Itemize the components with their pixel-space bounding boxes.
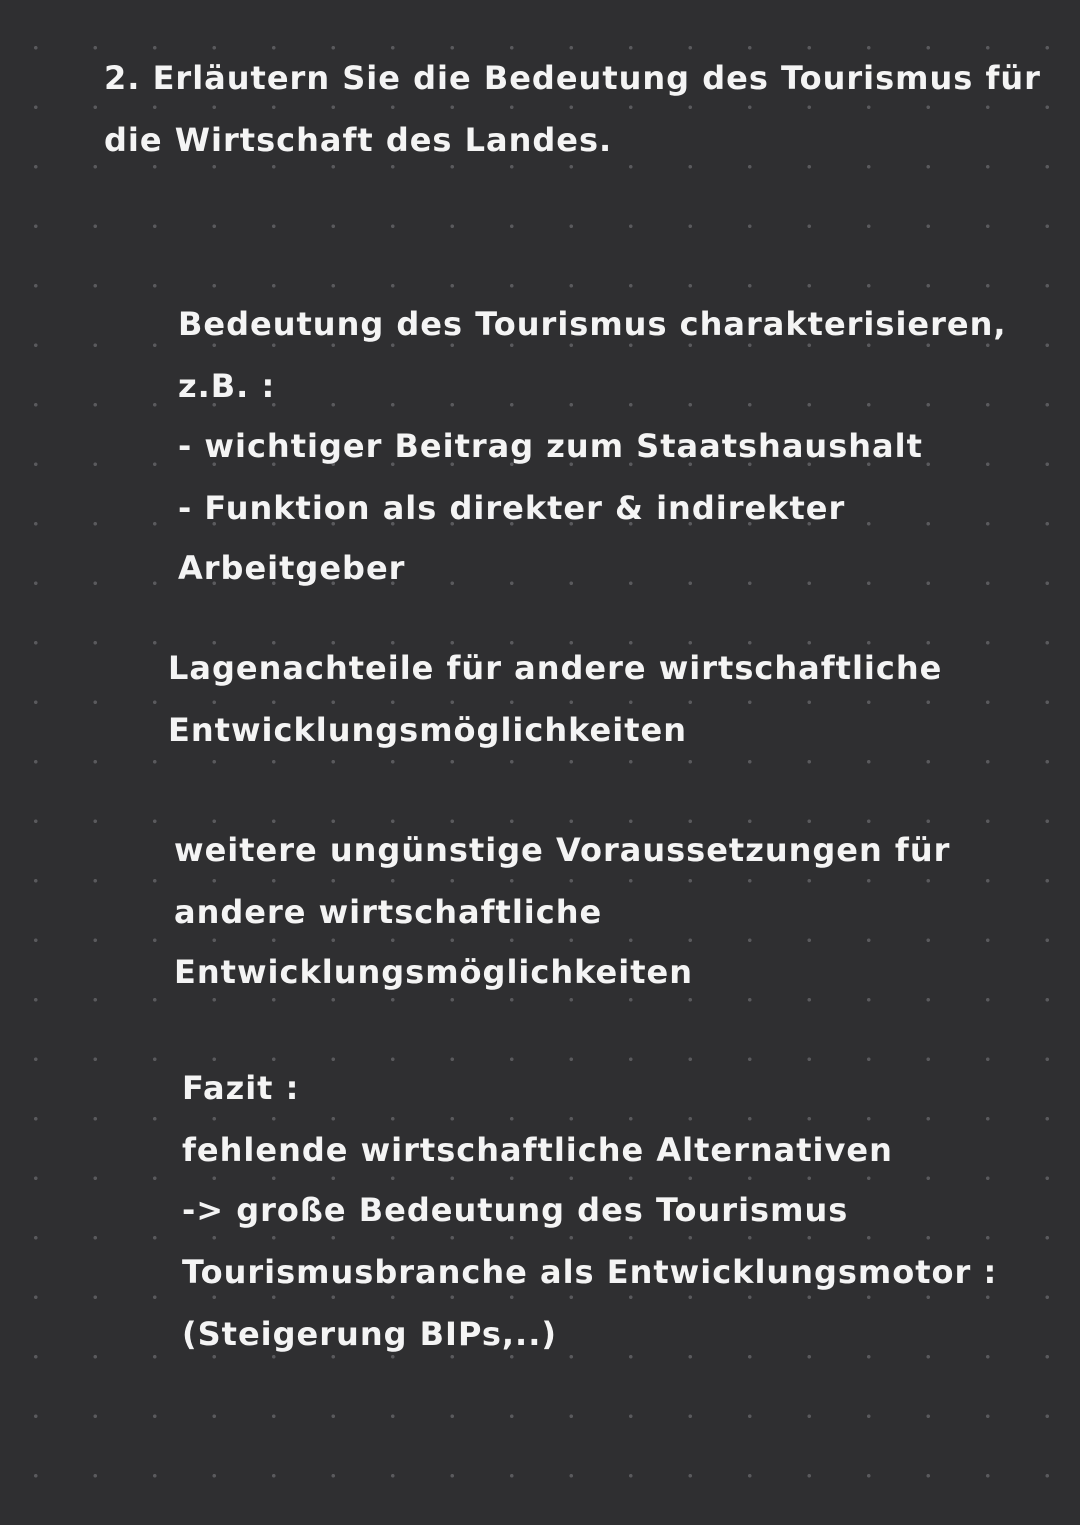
conclusion-line-4: (Steigerung BIPs,..) xyxy=(182,1315,557,1353)
bullet-employer: - Funktion als direkter & indirekter xyxy=(178,489,846,527)
importance-heading: Bedeutung des Tourismus charakterisieren, xyxy=(178,305,1007,343)
conclusion-line-3: Tourismusbranche als Entwicklungsmotor : xyxy=(182,1253,998,1291)
unfavorable-conditions-line-2: andere wirtschaftliche xyxy=(174,893,603,931)
conclusion-line-2: -> große Bedeutung des Tourismus xyxy=(182,1191,849,1229)
bullet-employer-cont: Arbeitgeber xyxy=(178,549,406,587)
question-line-1: 2. Erläutern Sie die Bedeutung des Tourismus für xyxy=(104,59,1041,97)
example-label: z.B. : xyxy=(178,367,276,405)
unfavorable-conditions-line-1: weitere ungünstige Voraussetzungen für xyxy=(174,831,951,869)
location-disadvantages-line-2: Entwicklungsmöglichkeiten xyxy=(168,711,687,749)
conclusion-line-1: fehlende wirtschaftliche Alternativen xyxy=(182,1131,893,1169)
unfavorable-conditions-line-3: Entwicklungsmöglichkeiten xyxy=(174,953,693,991)
question-line-2: die Wirtschaft des Landes. xyxy=(104,121,613,159)
conclusion-heading: Fazit : xyxy=(182,1069,300,1107)
bullet-budget: - wichtiger Beitrag zum Staatshaushalt xyxy=(178,427,923,465)
location-disadvantages-line-1: Lagenachteile für andere wirtschaftliche xyxy=(168,649,943,687)
